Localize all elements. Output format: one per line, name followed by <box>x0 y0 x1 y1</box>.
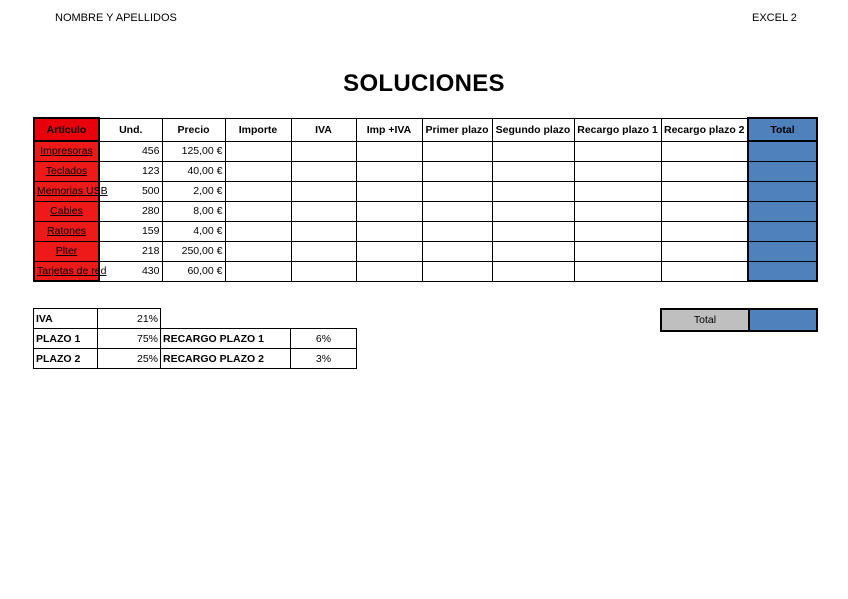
recargo-plazo-1-cell[interactable] <box>574 181 661 201</box>
importe-cell[interactable] <box>225 261 291 281</box>
segundo-plazo-cell[interactable] <box>492 221 574 241</box>
iva-label[interactable]: IVA <box>34 309 98 329</box>
imp-iva-cell[interactable] <box>356 161 422 181</box>
table-header-row <box>34 118 817 141</box>
param-row-plazo-1 <box>34 329 357 349</box>
header-primer-plazo[interactable]: Primer plazo <box>422 118 492 141</box>
segundo-plazo-cell[interactable] <box>492 241 574 261</box>
iva-cell[interactable] <box>291 181 356 201</box>
importe-cell[interactable] <box>225 241 291 261</box>
table-row <box>34 141 817 161</box>
imp-iva-cell[interactable] <box>356 241 422 261</box>
imp-iva-cell[interactable] <box>356 141 422 161</box>
iva-cell[interactable] <box>291 141 356 161</box>
articulo-cell[interactable]: Teclados <box>34 161 99 181</box>
header-importe[interactable]: Importe <box>225 118 291 141</box>
header-precio[interactable]: Precio <box>162 118 225 141</box>
table-row <box>34 241 817 261</box>
recargo-plazo-2-value[interactable]: 3% <box>291 349 357 369</box>
segundo-plazo-cell[interactable] <box>492 201 574 221</box>
header-iva[interactable]: IVA <box>291 118 356 141</box>
page-title: SOLUCIONES <box>343 70 505 97</box>
recargo-plazo-1-cell[interactable] <box>574 201 661 221</box>
recargo-plazo-1-cell[interactable] <box>574 261 661 281</box>
importe-cell[interactable] <box>225 141 291 161</box>
total-cell[interactable] <box>748 261 817 281</box>
total-cell[interactable] <box>748 241 817 261</box>
recargo-plazo-2-cell[interactable] <box>661 201 748 221</box>
total-cell[interactable] <box>748 161 817 181</box>
parameters-table <box>33 308 357 369</box>
iva-cell[interactable] <box>291 261 356 281</box>
und-cell[interactable]: 500 <box>99 181 162 201</box>
total-cell[interactable] <box>748 221 817 241</box>
sales-table <box>33 117 818 282</box>
und-cell[interactable]: 159 <box>99 221 162 241</box>
imp-iva-cell[interactable] <box>356 261 422 281</box>
und-cell[interactable]: 456 <box>99 141 162 161</box>
segundo-plazo-cell[interactable] <box>492 161 574 181</box>
imp-iva-cell[interactable] <box>356 181 422 201</box>
empty-cell <box>161 309 291 329</box>
recargo-plazo-2-cell[interactable] <box>661 161 748 181</box>
table-row <box>34 181 817 201</box>
header-articulo[interactable]: Artículo <box>34 118 99 141</box>
header-recargo-plazo-1[interactable]: Recargo plazo 1 <box>574 118 661 141</box>
plazo-1-label[interactable]: PLAZO 1 <box>34 329 98 349</box>
recargo-plazo-2-cell[interactable] <box>661 221 748 241</box>
table-row <box>34 161 817 181</box>
recargo-plazo-1-value[interactable]: 6% <box>291 329 357 349</box>
articulo-cell[interactable]: Plter <box>34 241 99 261</box>
recargo-plazo-2-cell[interactable] <box>661 181 748 201</box>
segundo-plazo-cell[interactable] <box>492 141 574 161</box>
precio-cell[interactable]: 125,00 € <box>162 141 225 161</box>
articulo-cell[interactable]: Tarjetas de red <box>34 261 99 281</box>
articulo-cell[interactable]: Ratones <box>34 221 99 241</box>
und-cell[interactable]: 280 <box>99 201 162 221</box>
empty-cell <box>291 309 357 329</box>
exercise-header: EXCEL 2 <box>752 12 797 24</box>
primer-plazo-cell[interactable] <box>422 181 492 201</box>
articulo-cell[interactable]: Impresoras <box>34 141 99 161</box>
recargo-plazo-2-cell[interactable] <box>661 241 748 261</box>
recargo-plazo-1-cell[interactable] <box>574 141 661 161</box>
header-total[interactable]: Total <box>748 118 817 141</box>
primer-plazo-cell[interactable] <box>422 221 492 241</box>
precio-cell[interactable]: 4,00 € <box>162 221 225 241</box>
header-recargo-plazo-2[interactable]: Recargo plazo 2 <box>661 118 748 141</box>
primer-plazo-cell[interactable] <box>422 161 492 181</box>
header-und[interactable]: Und. <box>99 118 162 141</box>
iva-cell[interactable] <box>291 241 356 261</box>
precio-cell[interactable]: 8,00 € <box>162 201 225 221</box>
primer-plazo-cell[interactable] <box>422 261 492 281</box>
plazo-2-value[interactable]: 25% <box>98 349 161 369</box>
importe-cell[interactable] <box>225 221 291 241</box>
recargo-plazo-2-cell[interactable] <box>661 261 748 281</box>
segundo-plazo-cell[interactable] <box>492 181 574 201</box>
recargo-plazo-1-cell[interactable] <box>574 161 661 181</box>
articulo-cell[interactable]: Memorias USB <box>34 181 99 201</box>
recargo-plazo-1-label[interactable]: RECARGO PLAZO 1 <box>161 329 291 349</box>
param-row-plazo-2 <box>34 349 357 369</box>
grand-total-label: Total <box>661 309 749 331</box>
primer-plazo-cell[interactable] <box>422 201 492 221</box>
student-name-header: NOMBRE Y APELLIDOS <box>55 12 177 24</box>
recargo-plazo-1-cell[interactable] <box>574 241 661 261</box>
total-cell[interactable] <box>748 181 817 201</box>
table-row <box>34 261 817 281</box>
und-cell[interactable]: 123 <box>99 161 162 181</box>
imp-iva-cell[interactable] <box>356 221 422 241</box>
header-imp-iva[interactable]: Imp +IVA <box>356 118 422 141</box>
precio-cell[interactable]: 40,00 € <box>162 161 225 181</box>
total-cell[interactable] <box>748 141 817 161</box>
und-cell[interactable]: 218 <box>99 241 162 261</box>
plazo-2-label[interactable]: PLAZO 2 <box>34 349 98 369</box>
primer-plazo-cell[interactable] <box>422 141 492 161</box>
recargo-plazo-1-cell[interactable] <box>574 221 661 241</box>
imp-iva-cell[interactable] <box>356 201 422 221</box>
table-row <box>34 221 817 241</box>
importe-cell[interactable] <box>225 181 291 201</box>
precio-cell[interactable]: 60,00 € <box>162 261 225 281</box>
importe-cell[interactable] <box>225 161 291 181</box>
precio-cell[interactable]: 250,00 € <box>162 241 225 261</box>
plazo-1-value[interactable]: 75% <box>98 329 161 349</box>
iva-cell[interactable] <box>291 221 356 241</box>
grand-total-box <box>660 308 818 332</box>
param-row-iva <box>34 309 357 329</box>
und-cell[interactable]: 430 <box>99 261 162 281</box>
header-segundo-plazo[interactable]: Segundo plazo <box>492 118 574 141</box>
grand-total-value[interactable] <box>749 309 817 331</box>
importe-cell[interactable] <box>225 201 291 221</box>
total-cell[interactable] <box>748 201 817 221</box>
segundo-plazo-cell[interactable] <box>492 261 574 281</box>
table-row <box>34 201 817 221</box>
precio-cell[interactable]: 2,00 € <box>162 181 225 201</box>
articulo-cell[interactable]: Cables <box>34 201 99 221</box>
iva-cell[interactable] <box>291 161 356 181</box>
iva-value[interactable]: 21% <box>98 309 161 329</box>
iva-cell[interactable] <box>291 201 356 221</box>
recargo-plazo-2-cell[interactable] <box>661 141 748 161</box>
primer-plazo-cell[interactable] <box>422 241 492 261</box>
recargo-plazo-2-label[interactable]: RECARGO PLAZO 2 <box>161 349 291 369</box>
